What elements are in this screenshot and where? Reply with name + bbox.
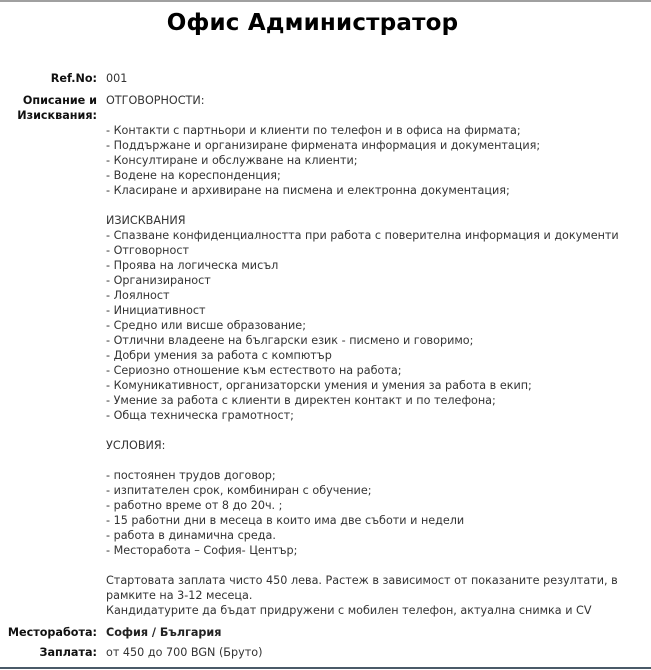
- requirement-item: - Средно или висше образование;: [106, 319, 306, 332]
- location-label: Месторабота:: [7, 626, 97, 639]
- condition-item: - 15 работни дни в месеца в които има две съботи и недели: [106, 514, 465, 527]
- condition-item: - работно време от 8 до 20ч. ;: [106, 499, 283, 512]
- responsibility-item: - Водене на кореспонденция;: [106, 169, 281, 182]
- salary-note-line-1: Стартовата заплата чисто 450 лева. Растеж в зависимост от показаните резултати, в: [106, 574, 618, 587]
- responsibility-item: - Консултиране и обслужване на клиенти;: [106, 154, 358, 167]
- responsibility-item: - Поддържане и организиране фирмената информация и документация;: [106, 139, 541, 152]
- location-value: София / България: [106, 626, 222, 639]
- candidates-note: Кандидатурите да бъдат придружени с мобилен телефон, актуална снимка и CV: [106, 604, 592, 617]
- condition-item: - постоянен трудов договор;: [106, 469, 276, 482]
- description-value: [106, 93, 646, 618]
- description-row: [0, 93, 651, 618]
- page-title: Офис Администратор: [166, 10, 459, 36]
- requirement-item: - Проява на логическа мисъл: [106, 259, 279, 272]
- requirement-item: - Умение за работа с клиенти в директен контакт и по телефона;: [106, 394, 496, 407]
- requirement-item: - Отлични владеене на български език - писмено и говоримо;: [106, 334, 474, 347]
- top-border: [0, 0, 651, 2]
- requirements-heading: ИЗИСКВАНИЯ: [106, 214, 186, 227]
- requirement-item: - Комуникативност, организаторски умения и умения за работа в екип;: [106, 379, 532, 392]
- requirement-item: - Инициативност: [106, 304, 206, 317]
- conditions-heading: УСЛОВИЯ:: [106, 439, 166, 452]
- salary-value: от 450 до 700 BGN (Бруто): [106, 646, 263, 659]
- salary-label: Заплата:: [39, 646, 97, 659]
- responsibility-item: - Контакти с партньори и клиенти по телефон и в офиса на фирмата;: [106, 124, 521, 137]
- requirement-item: - Лоялност: [106, 289, 170, 302]
- location-row: [0, 625, 651, 640]
- requirement-item: - Организираност: [106, 274, 211, 287]
- ref-label: Ref.No:: [50, 72, 97, 85]
- responsibilities-heading: ОТГОВОРНОСТИ:: [106, 94, 205, 107]
- bottom-border: [0, 667, 651, 669]
- salary-note-line-2: рамките на 3-12 месеца.: [106, 589, 253, 602]
- condition-item: - изпитателен срок, комбиниран с обучение;: [106, 484, 372, 497]
- salary-row: [0, 645, 651, 660]
- requirement-item: - Отговорност: [106, 244, 190, 257]
- responsibility-item: - Класиране и архивиране на писмена и електронна документация;: [106, 184, 510, 197]
- requirement-item: - Сериозно отношение към естеството на работа;: [106, 364, 402, 377]
- ref-row: [0, 71, 651, 86]
- condition-item: - работа в динамична среда.: [106, 529, 276, 542]
- description-label-line-2: Изисквания:: [17, 109, 97, 122]
- requirement-item: - Добри умения за работа с компютър: [106, 349, 332, 362]
- description-label-line-1: Описание и: [22, 94, 97, 107]
- ref-value: 001: [106, 72, 128, 85]
- description-label: [0, 93, 97, 618]
- condition-item: - Месторабота – София- Център;: [106, 544, 298, 557]
- requirement-item: - Спазване конфиденциалността при работа с поверителна информация и документи: [106, 229, 619, 242]
- requirement-item: - Обща техническа грамотност;: [106, 409, 294, 422]
